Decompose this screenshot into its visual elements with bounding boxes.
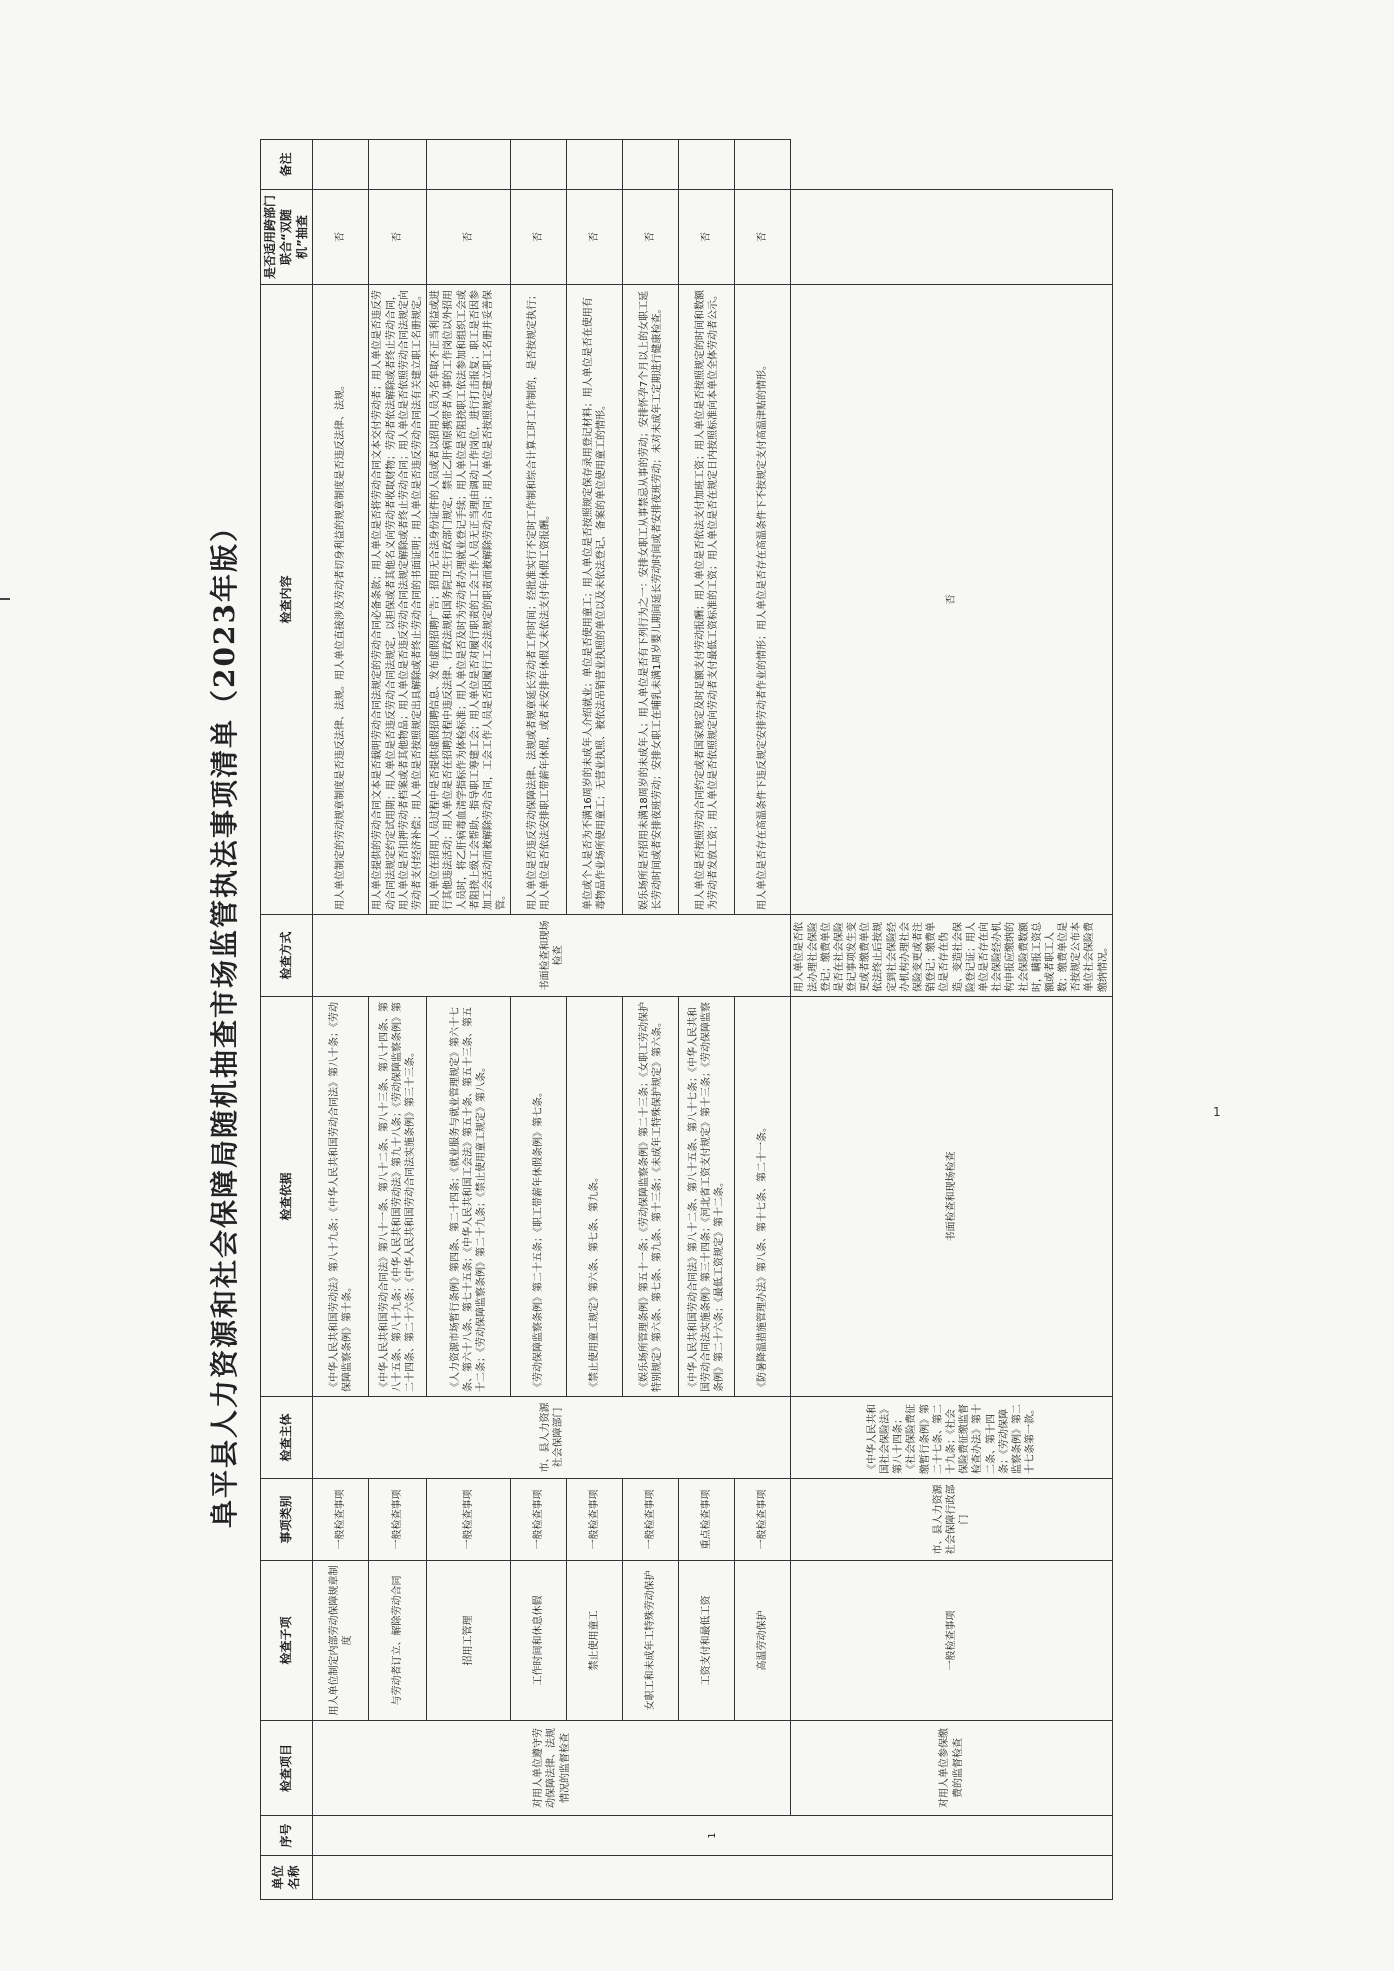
- sub-item-cell: 工作时间和休息休假: [511, 1561, 567, 1721]
- table-row: [369, 140, 427, 1900]
- remark-cell: [427, 140, 511, 190]
- category-cell: 一般检查事项: [369, 1479, 427, 1561]
- page-number: 1: [1213, 1105, 1221, 1119]
- header-remark: 备注: [261, 140, 313, 190]
- joint-cell: 否: [567, 190, 623, 285]
- sub-item-cell: 用人单位制定内部劳动保障规章制度: [313, 1561, 369, 1721]
- unit-name-cell: [313, 1856, 1112, 1900]
- remark-cell: [679, 140, 735, 190]
- inspection-table: [260, 139, 1113, 1900]
- joint-cell: 否: [623, 190, 679, 285]
- sub-item-cell: 招用工管理: [427, 1561, 511, 1721]
- basis-cell: 《人力资源市场暂行条例》第四条、第二十四条；《就业服务与就业管理规定》第六十七条、第六十八条、第七十五条；《中华人民共和国工会法》第五十条、第五十三条、第五十二条；《劳动保障监察条例》第二十九条；《禁止使用童工规定》第八条。: [427, 997, 511, 1397]
- basis-cell: 《禁止使用童工规定》第六条、第七条、第九条。: [567, 997, 623, 1397]
- joint-cell: 否: [791, 285, 1113, 915]
- remark-cell: [511, 140, 567, 190]
- category-cell: 一般检查事项: [313, 1479, 369, 1561]
- check-item-cell: 对用人单位遵守劳动保障法律、法规情况的监督检查: [313, 1721, 791, 1816]
- category-cell: 一般检查事项: [567, 1479, 623, 1561]
- rotated-document: [190, 140, 1190, 1900]
- joint-cell: 否: [369, 190, 427, 285]
- scan-edge-mark: [0, 598, 10, 600]
- basis-cell: 《防暑降温措施管理办法》第八条、第十七条、第二十一条。: [735, 997, 791, 1397]
- sub-item-cell: 高温劳动保护: [735, 1561, 791, 1721]
- header-method: 检查方式: [261, 915, 313, 997]
- remark-cell: [791, 190, 1113, 285]
- subject-cell: 市、县人力资源社会保障部门: [313, 1397, 791, 1479]
- category-cell: 一般检查事项: [511, 1479, 567, 1561]
- table-row: [623, 140, 679, 1900]
- subject-cell: 市、县人力资源社会保障行政部门: [791, 1479, 1113, 1561]
- table-row: [679, 140, 735, 1900]
- content-cell: 单位或个人是否为不满16周岁的未成年人介绍就业；单位是否使用童工；用人单位是否按照规定保存录用登记材料；用人单位是否在使用有毒物品作业场所使用童工；无营业执照、被依法吊销营业执照的单位以及未依法登记、备案的单位使用童工的情形。: [567, 285, 623, 915]
- header-sub-item: 检查子项: [261, 1561, 313, 1721]
- header-seq: 序号: [261, 1816, 313, 1856]
- remark-cell: [623, 140, 679, 190]
- remark-cell: [735, 140, 791, 190]
- category-cell: 重点检查事项: [679, 1479, 735, 1561]
- remark-cell: [369, 140, 427, 190]
- joint-cell: 否: [313, 190, 369, 285]
- table-row: [511, 140, 567, 1900]
- header-subject: 检查主体: [261, 1397, 313, 1479]
- content-cell: 娱乐场所是否招用未满18周岁的未成年人；用人单位是否有下列行为之一：安排女职工从事禁忌从事的劳动；安排怀孕7个月以上的女职工延长劳动时间或者安排夜班劳动；安排女职工在哺乳未满1周岁婴儿期间延长劳动时间或者安排夜班劳动；未对未成年工定期进行健康检查。: [623, 285, 679, 915]
- basis-cell: 《娱乐场所管理条例》第五十一条；《劳动保障监察条例》第二十三条；《女职工劳动保护特别规定》第六条、第七条、第九条、第十三条；《未成年工特殊保护规定》第六条。: [623, 997, 679, 1397]
- joint-cell: 否: [427, 190, 511, 285]
- header-basis: 检查依据: [261, 997, 313, 1397]
- header-check-item: 检查项目: [261, 1721, 313, 1816]
- header-row: [261, 140, 313, 1900]
- sub-item-cell: 女职工和未成年工特殊劳动保护: [623, 1561, 679, 1721]
- method-cell: 书面检查和现场检查: [791, 997, 1113, 1397]
- basis-cell: 《中华人民共和国劳动合同法》第八十二条、第八十五条、第八十七条；《中华人民共和国劳动合同法实施条例》第三十四条；《河北省工资支付规定》第十三条；《劳动保障监察条例》第二十六条；《最低工资规定》第十二条。: [679, 997, 735, 1397]
- basis-cell: 《中华人民共和国劳动合同法》第八十一条、第八十二条、第八十三条、第八十四条、第八十五条、第八十九条；《中华人民共和国劳动法》第九十八条；《劳动保障监察条例》第二十四条、第二十六条；《中华人民共和国劳动合同法实施条例》第三十三条。: [369, 997, 427, 1397]
- header-content: 检查内容: [261, 285, 313, 915]
- page-title: 阜平县人力资源和社会保障局随机抽查市场监管执法事项清单（2023年版）: [208, 512, 241, 1528]
- method-cell: 书面检查和现场检查: [313, 915, 791, 997]
- category-cell: 一般检查事项: [735, 1479, 791, 1561]
- remark-cell: [567, 140, 623, 190]
- content-cell: 用人单位是否违反劳动保障法律、法规或者规章延长劳动者工作时间；经批准实行不定时工作制和综合计算工时工作制的，是否按规定执行；用人单位是否依法安排职工带薪年休假，或者未安排年休假又未依法支付年休假工资报酬。: [511, 285, 567, 915]
- content-cell: 用人单位是否存在高温条件下违反规定安排劳动者作业的情形；用人单位是否存在高温条件下不按规定支付高温津贴的情形。: [735, 285, 791, 915]
- content-cell: 用人单位是否按照劳动合同约定或者国家规定及时足额支付劳动报酬；用人单位是否依法支付加班工资；用人单位是否按照规定的时间和数额为劳动者发放工资；用人单位是否依照规定向劳动者支付最低工资标准的工资；用人单位是否在规定日内按照标准向本单位全体劳动者公示。: [679, 285, 735, 915]
- category-cell: 一般检查事项: [791, 1561, 1113, 1721]
- header-category: 事项类别: [261, 1479, 313, 1561]
- sub-item-cell: 禁止使用童工: [567, 1561, 623, 1721]
- table-row: [313, 140, 369, 1900]
- basis-cell: 《劳动保障监察条例》第二十五条；《职工带薪年休假条例》第七条。: [511, 997, 567, 1397]
- basis-cell: 《中华人民共和国劳动法》第八十九条；《中华人民共和国劳动合同法》第八十条；《劳动保障监察条例》第十条。: [313, 997, 369, 1397]
- table-row: [567, 140, 623, 1900]
- category-cell: 一般检查事项: [427, 1479, 511, 1561]
- table-row: [735, 140, 791, 1900]
- header-joint: 是否适用跨部门联合“双随机”抽查: [261, 190, 313, 285]
- seq-cell: 1: [313, 1816, 1112, 1856]
- content-cell: 用人单位是否依法办理社会保险登记；缴费单位是否在社会保险登记事项发生变更或者缴费单位依法终止后按规定到社会保险经办机构办理社会保险变更或者注销登记；缴费单位是否存在伪造、变造社会保险登记证；用人单位是否存在向社会保险经办机构申报应缴纳的社会保险费数额时，瞒报工资总额或者职工人数；缴费单位是否按规定公布本单位社会保险费缴纳情况。: [791, 915, 1113, 997]
- table-row: [427, 140, 511, 1900]
- table-row: [791, 140, 1113, 1900]
- joint-cell: 否: [735, 190, 791, 285]
- joint-cell: 否: [679, 190, 735, 285]
- sub-item-cell: 工资支付和最低工资: [679, 1561, 735, 1721]
- content-cell: 用人单位提供的劳动合同文本是否载明劳动合同法规定的劳动合同必备条款；用人单位是否将劳动合同文本交付劳动者；用人单位是否违反劳动合同法规定约定试用期；用人单位是否违反劳动合同法规定，以担保或者其他名义向劳动者收取财物；劳动者依法解除或者终止劳动合同，用人单位是否扣押劳动者档案或者其他物品；用人单位是否违反劳动合同法规定解除或者终止劳动合同；用人单位是否依照劳动合同法规定向劳动者支付经济补偿；用人单位是否按照规定出具解除或者终止劳动合同的书面证明；用人单位是否违反劳动合同法有关建立职工名册规定。: [369, 285, 427, 915]
- remark-cell: [313, 140, 369, 190]
- basis-cell: 《中华人民共和国社会保险法》第八十四条；《社会保险费征缴暂行条例》第二十七条、第二十九条；《社会保险费征缴监督检查办法》第十二条、第十四条；《劳动保障监察条例》第二十七条第一款。: [791, 1397, 1113, 1479]
- header-unit-name: 单位名称: [261, 1856, 313, 1900]
- content-cell: 用人单位在招用人员过程中是否提供虚假招聘信息、发布虚假招聘广告；招用无合法身份证件的人员或者以招用人员为名牟取不正当利益或进行其他违法活动；用人单位是否在招聘过程中违反法律、行政法规和国务院卫生行政部门规定，禁止乙肝病原携带者从事的工作岗位以外招用人员时，将乙肝病毒血清学指标作为体检标准；用人单位是否及时为劳动者办理就业登记手续；用人单位是否阻挠职工依法参加和组织工会或者阻挠上级工会帮助、指导职工筹建工会；用人单位是否对履行职责的工会工作人员无正当理由调动工作岗位，进行打击报复；职工是否因参加工会活动而被解除劳动合同，工会工作人员是否因履行工会法规定的职责而被解除劳动合同；用人单位是否按照规定建立职工名册并妥善保管。: [427, 285, 511, 915]
- content-cell: 用人单位制定的劳动规章制度是否违反法律、法规。用人单位直接涉及劳动者切身利益的规章制度是否违反法律、法规。: [313, 285, 369, 915]
- category-cell: 一般检查事项: [623, 1479, 679, 1561]
- sub-item-cell: 与劳动者订立、解除劳动合同: [369, 1561, 427, 1721]
- sub-item-cell: 对用人单位参保缴费的监督检查: [791, 1721, 1113, 1816]
- joint-cell: 否: [511, 190, 567, 285]
